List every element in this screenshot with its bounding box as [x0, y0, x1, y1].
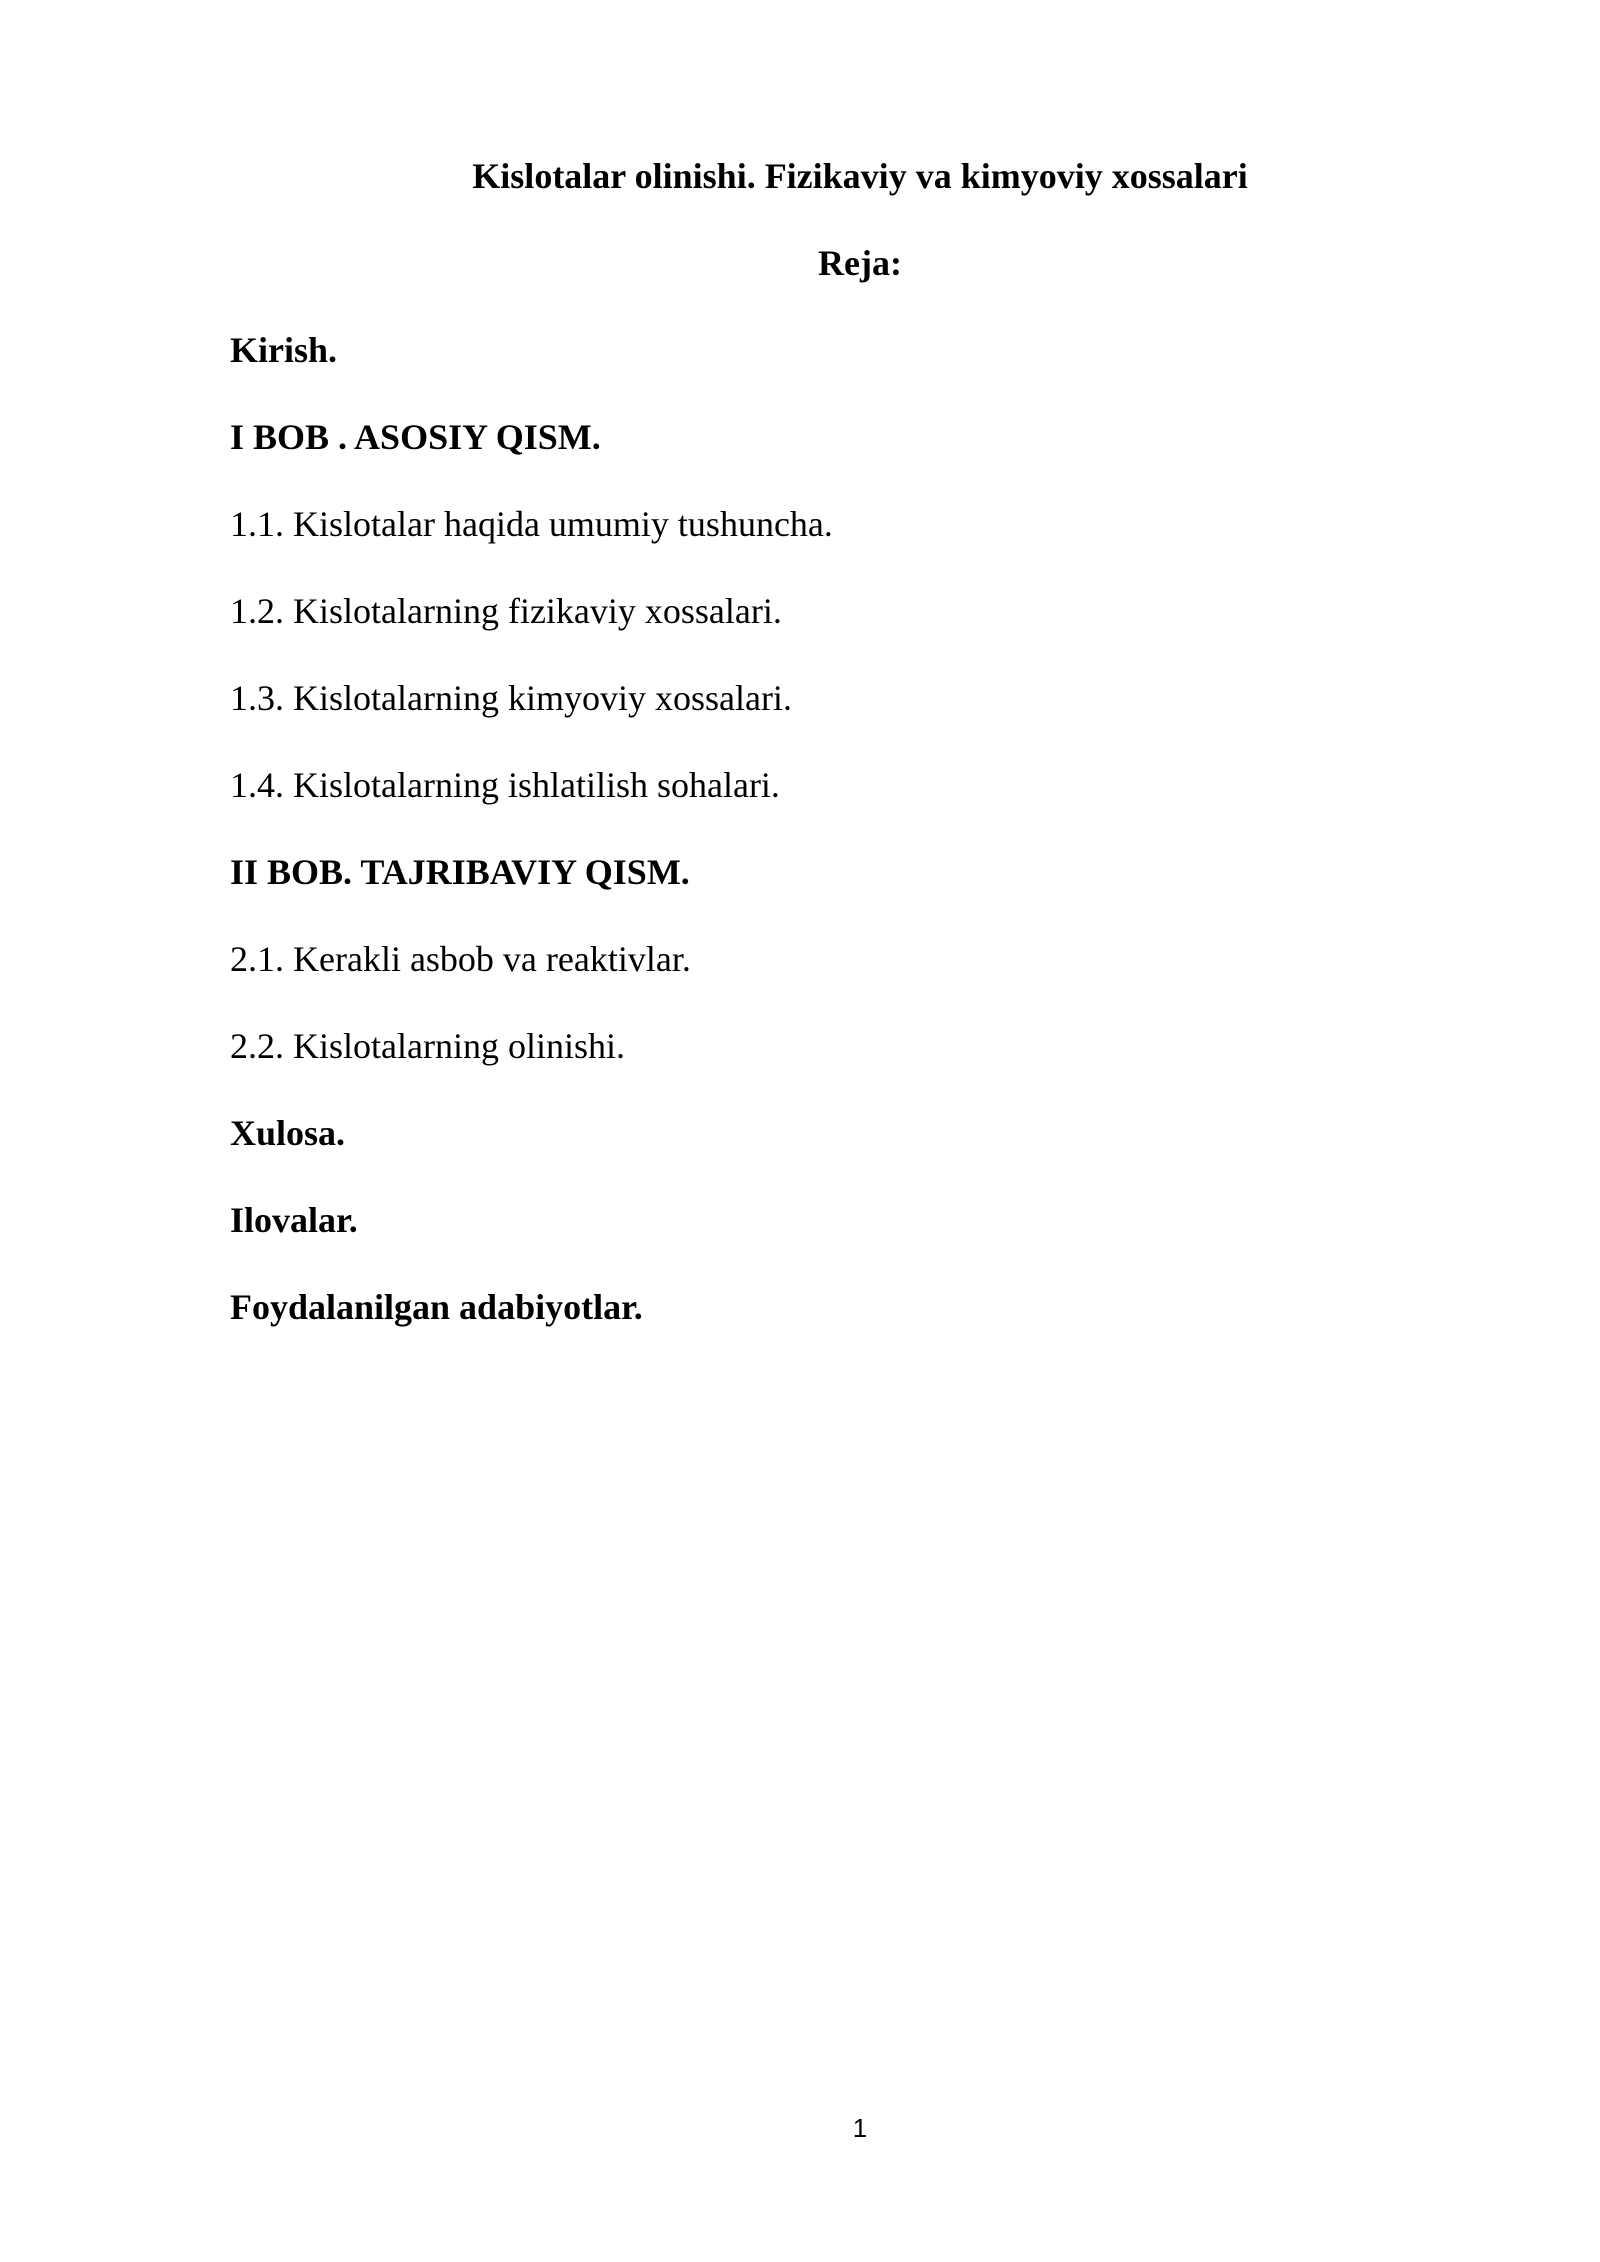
- toc-item-adabiyotlar: Foydalanilgan adabiyotlar.: [230, 1287, 643, 1327]
- toc-item-2-1: 2.1. Kerakli asbob va reaktivlar.: [230, 939, 691, 979]
- toc-item-1-4: 1.4. Kislotalarning ishlatilish sohalari.: [230, 765, 780, 805]
- toc-item-ilovalar: Ilovalar.: [230, 1200, 358, 1240]
- plan-heading: Reja:: [818, 243, 902, 283]
- toc-item-1-3: 1.3. Kislotalarning kimyoviy xossalari.: [230, 678, 792, 718]
- toc-item-kirish: Kirish.: [230, 330, 338, 370]
- toc-item-chapter-1: I BOB . ASOSIY QISM.: [230, 417, 601, 457]
- toc-item-xulosa: Xulosa.: [230, 1113, 346, 1153]
- table-of-contents: [230, 322, 833, 1366]
- toc-item-1-1: 1.1. Kislotalar haqida umumiy tushuncha.: [230, 504, 833, 544]
- toc-item-1-2: 1.2. Kislotalarning fizikaviy xossalari.: [230, 591, 782, 631]
- page-number: 1: [852, 2113, 868, 2143]
- document-title: Kislotalar olinishi. Fizikaviy va kimyoviy xossalari: [472, 156, 1248, 196]
- toc-item-2-2: 2.2. Kislotalarning olinishi.: [230, 1026, 625, 1066]
- toc-item-chapter-2: II BOB. TAJRIBAVIY QISM.: [230, 852, 690, 892]
